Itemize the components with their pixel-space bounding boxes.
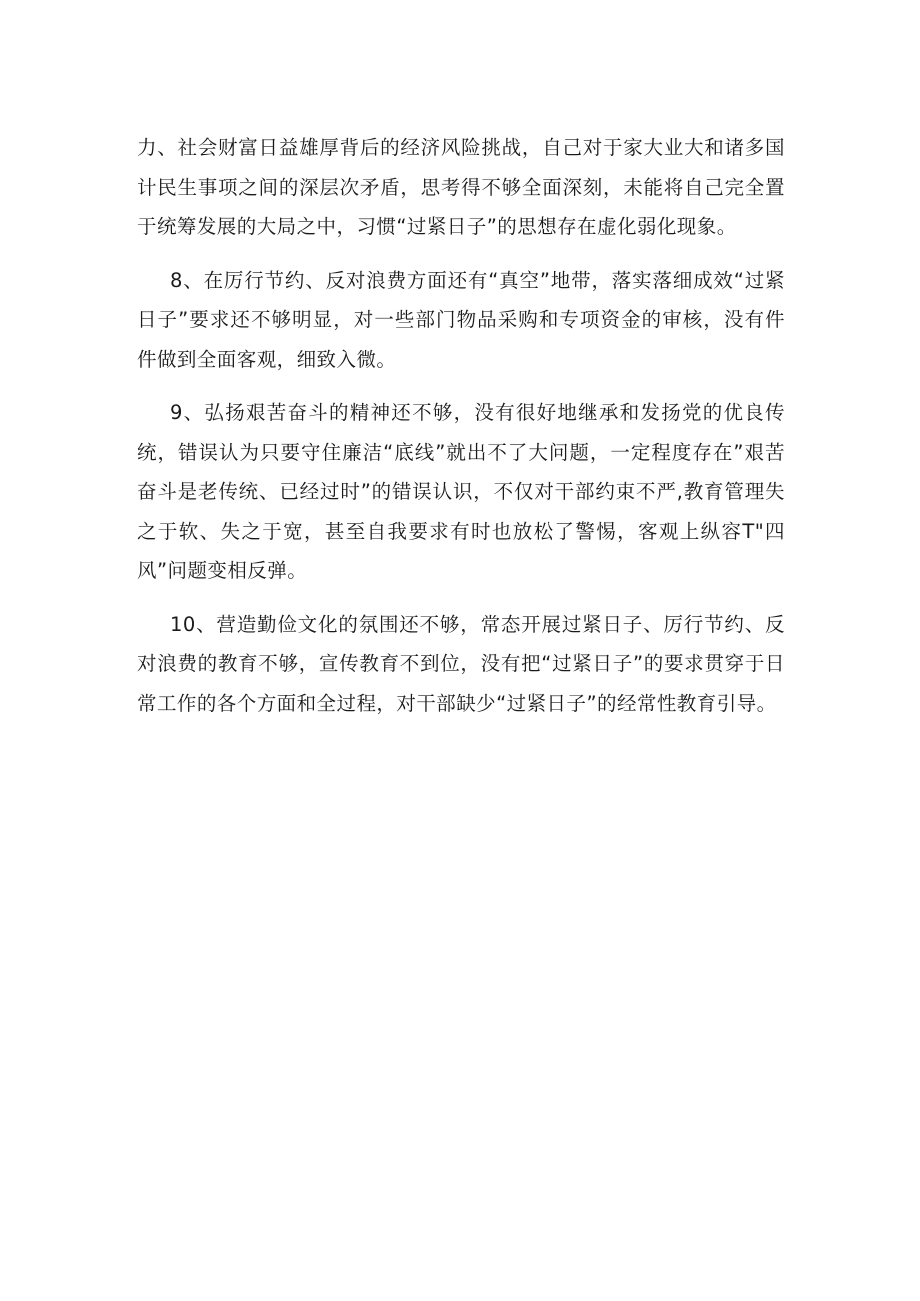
paragraph-item-10: 10、营造勤俭文化的氛围还不够，常态开展过紧日子、厉行节约、反对浪费的教育不够，宣传教育不到位，没有把“过紧日子”的要求贯穿于日常工作的各个方面和全过程，对干部缺少“过紧日子”的经常性教育引导。 [137,612,785,715]
paragraph-item-8: 8、在厉行节约、反对浪费方面还有“真空”地带，落实落细成效“过紧日子”要求还不够明显，对一些部门物品采购和专项资金的审核，没有件件做到全面客观，细致入微。 [137,268,785,371]
paragraph-continuation: 力、社会财富日益雄厚背后的经济风险挑战，自己对于家大业大和诸多国计民生事项之间的深层次矛盾，思考得不够全面深刻，未能将自己完全置于统筹发展的大局之中，习惯“过紧日子”的思想存在虚化弱化现象。 [137,136,785,238]
paragraph-item-9: 9、弘扬艰苦奋斗的精神还不够，没有很好地继承和发扬党的优良传统，错误认为只要守住廉洁“底线”就出不了大问题，一定程度存在”艰苦奋斗是老传统、已经过时”的错误认识，不仅对干部约束不严,教育管理失之于软、失之于宽，甚至自我要求有时也放松了警惕，客观上纵容T"四风”问题变相反弹。 [137,401,785,582]
document-body [137,128,785,737]
